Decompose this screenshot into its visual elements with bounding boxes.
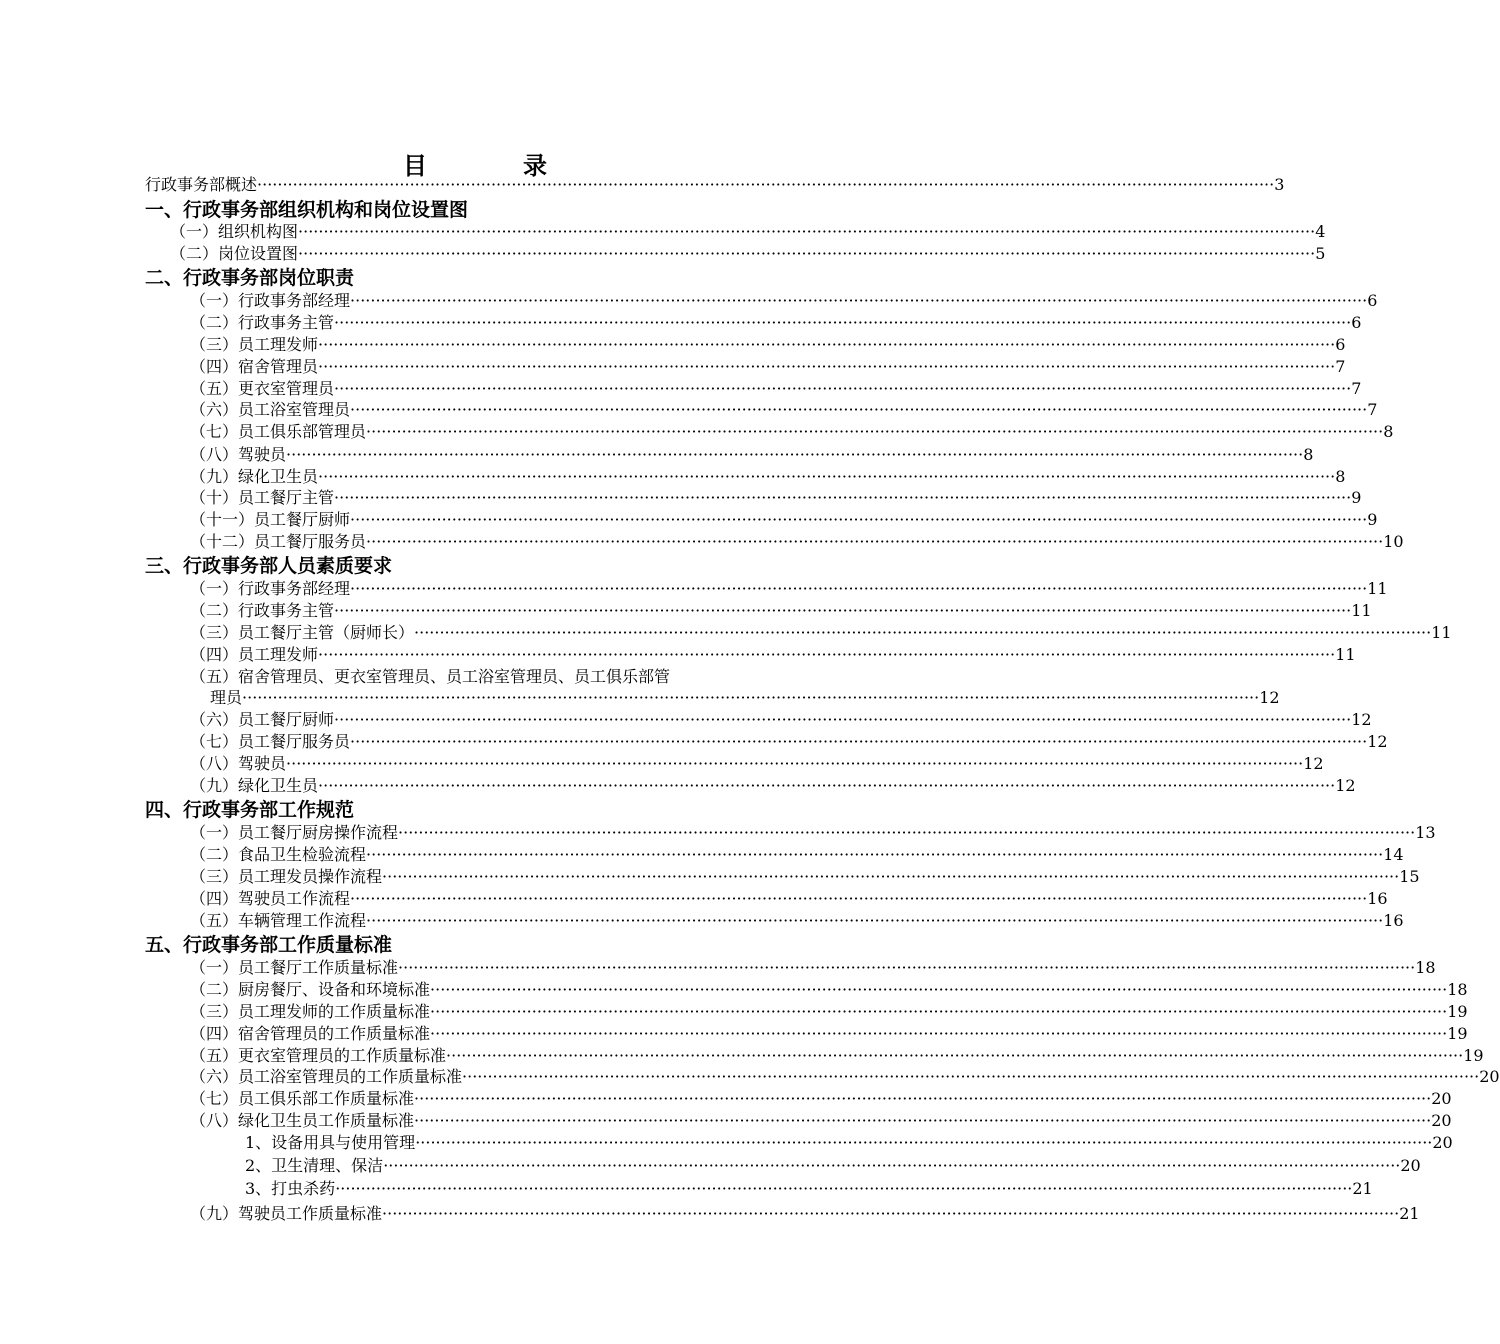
toc-page-number: 19 — [1463, 1046, 1484, 1065]
toc-entry-label: 3、打虫杀药 — [245, 1179, 336, 1198]
toc-entry-label: （六）员工餐厅厨师 — [190, 710, 335, 729]
page-title: 目 录 — [403, 151, 583, 180]
toc-entry-label: （一）组织机构图 — [170, 222, 299, 241]
toc-entry-label: （一）员工餐厅工作质量标准 — [190, 958, 399, 977]
toc-entry-label: （一）行政事务部经理 — [190, 291, 351, 310]
toc-entry[interactable] — [245, 1178, 1373, 1200]
toc-entry-label: 2、卫生清理、保洁 — [245, 1156, 384, 1175]
toc-entry-label: （二）行政事务主管 — [190, 601, 335, 620]
toc-entry[interactable] — [190, 775, 1356, 797]
toc-entry-label: （八）绿化卫生员工作质量标准 — [190, 1111, 415, 1130]
toc-page-number: 7 — [1367, 400, 1378, 419]
toc-dot-leader: ········································································································································································································ — [350, 400, 1368, 419]
toc-page-number: 18 — [1415, 958, 1436, 977]
toc-page-number: 19 — [1447, 1024, 1468, 1043]
toc-entry[interactable] — [190, 487, 1362, 509]
toc-dot-leader: ········································································································································································································ — [382, 1204, 1400, 1223]
toc-entry-label: （三）员工理发师 — [190, 335, 319, 354]
toc-dot-leader: ········································································································································································································ — [334, 313, 1352, 332]
toc-page-number: 11 — [1335, 645, 1356, 664]
toc-page-number: 18 — [1447, 980, 1468, 999]
toc-section-heading: 五、行政事务部工作质量标准 — [145, 934, 393, 956]
toc-entry-label: （七）员工餐厅服务员 — [190, 732, 351, 751]
toc-dot-leader: ········································································································································································································ — [366, 422, 1384, 441]
toc-page-number: 12 — [1335, 776, 1356, 795]
toc-page-number: 6 — [1351, 313, 1362, 332]
toc-page-number: 6 — [1335, 335, 1346, 354]
toc-entry-label: 1、设备用具与使用管理 — [245, 1133, 416, 1152]
toc-page-number: 14 — [1383, 845, 1404, 864]
toc-entry-label: （七）员工俱乐部工作质量标准 — [190, 1089, 415, 1108]
toc-entry[interactable] — [190, 731, 1388, 753]
toc-entry[interactable] — [170, 221, 1326, 243]
toc-page-number: 20 — [1432, 1133, 1453, 1152]
toc-entry-label: （一）行政事务部经理 — [190, 579, 351, 598]
toc-dot-leader: ········································································································································································································ — [334, 710, 1352, 729]
toc-entry[interactable] — [190, 1045, 1484, 1067]
toc-page-number: 16 — [1367, 889, 1388, 908]
toc-entry-label: （四）宿舍管理员 — [190, 357, 319, 376]
toc-dot-leader: ········································································································································································································ — [414, 1089, 1432, 1108]
toc-entry-label: （六）员工浴室管理员的工作质量标准 — [190, 1067, 463, 1086]
toc-entry[interactable] — [190, 578, 1388, 600]
toc-dot-leader: ········································································································································································································ — [318, 467, 1336, 486]
toc-entry[interactable] — [245, 1132, 1453, 1154]
toc-entry-label: （三）员工理发师的工作质量标准 — [190, 1002, 431, 1021]
toc-entry[interactable] — [190, 822, 1436, 844]
toc-entry[interactable] — [190, 312, 1362, 334]
toc-entry-label: （二）岗位设置图 — [170, 244, 299, 263]
toc-page-number: 12 — [1303, 754, 1324, 773]
toc-page-number: 11 — [1431, 623, 1452, 642]
toc-entry-label: （四）宿舍管理员的工作质量标准 — [190, 1024, 431, 1043]
toc-dot-leader: ········································································································································································································ — [350, 291, 1368, 310]
toc-entry[interactable] — [190, 910, 1404, 932]
toc-entry[interactable] — [190, 509, 1378, 531]
toc-entry[interactable] — [145, 174, 1285, 196]
toc-entry[interactable] — [190, 356, 1346, 378]
toc-entry-label: （六）员工浴室管理员 — [190, 400, 351, 419]
toc-entry[interactable] — [190, 888, 1388, 910]
toc-page-number: 12 — [1351, 710, 1372, 729]
toc-section-heading: 四、行政事务部工作规范 — [145, 799, 355, 821]
toc-entry-label: （一）员工餐厅厨房操作流程 — [190, 823, 399, 842]
toc-entry-label: （五）更衣室管理员 — [190, 379, 335, 398]
toc-entry[interactable] — [210, 687, 1280, 709]
toc-entry-label: 行政事务部概述 — [145, 175, 258, 194]
toc-dot-leader: ········································································································································································································ — [335, 1179, 1353, 1198]
toc-page-number: 21 — [1352, 1179, 1373, 1198]
toc-entry-label: （四）驾驶员工作流程 — [190, 889, 351, 908]
toc-dot-leader: ········································································································································································································ — [366, 845, 1384, 864]
toc-entry[interactable] — [190, 444, 1314, 466]
toc-entry[interactable] — [190, 709, 1372, 731]
toc-dot-leader: ········································································································································································································ — [398, 958, 1416, 977]
toc-dot-leader: ········································································································································································································ — [334, 601, 1352, 620]
toc-entry[interactable] — [190, 1001, 1468, 1023]
toc-entry[interactable] — [190, 334, 1346, 356]
toc-page-number: 21 — [1399, 1204, 1420, 1223]
toc-page-number: 7 — [1335, 357, 1346, 376]
toc-entry-label: （五）车辆管理工作流程 — [190, 911, 367, 930]
toc-dot-leader: ········································································································································································································ — [242, 688, 1260, 707]
toc-dot-leader: ········································································································································································································ — [350, 732, 1368, 751]
toc-entry[interactable] — [190, 1088, 1452, 1110]
toc-entry[interactable] — [190, 290, 1378, 312]
toc-page-number: 7 — [1351, 379, 1362, 398]
toc-entry[interactable] — [190, 1110, 1452, 1132]
toc-entry-label: （四）员工理发师 — [190, 645, 319, 664]
toc-entry-label: （三）员工理发员操作流程 — [190, 867, 383, 886]
toc-dot-leader: ········································································································································································································ — [430, 1024, 1448, 1043]
toc-dot-leader: ········································································································································································································ — [350, 579, 1368, 598]
toc-page-number: 12 — [1367, 732, 1388, 751]
toc-entry[interactable] — [190, 844, 1404, 866]
toc-page-number: 19 — [1447, 1002, 1468, 1021]
toc-dot-leader: ········································································································································································································ — [462, 1067, 1480, 1086]
toc-entry[interactable] — [190, 466, 1346, 488]
toc-entry-label: （七）员工俱乐部管理员 — [190, 422, 367, 441]
toc-dot-leader: ········································································································································································································ — [286, 754, 1304, 773]
toc-entry[interactable] — [190, 531, 1404, 553]
toc-dot-leader: ········································································································································································································ — [414, 623, 1432, 642]
toc-entry[interactable] — [190, 1066, 1500, 1088]
toc-page-number: 9 — [1367, 510, 1378, 529]
toc-page-number: 20 — [1479, 1067, 1500, 1086]
toc-entry-label: （八）驾驶员 — [190, 754, 287, 773]
toc-entry[interactable] — [190, 957, 1436, 979]
toc-section-heading: 三、行政事务部人员素质要求 — [145, 555, 393, 577]
toc-page-number: 8 — [1383, 422, 1394, 441]
toc-dot-leader: ········································································································································································································ — [366, 532, 1384, 551]
toc-entry[interactable] — [190, 979, 1468, 1001]
toc-page-number: 12 — [1259, 688, 1280, 707]
toc-dot-leader: ········································································································································································································ — [318, 357, 1336, 376]
toc-entry-label: （十）员工餐厅主管 — [190, 488, 335, 507]
toc-dot-leader: ········································································································································································································ — [286, 445, 1304, 464]
toc-page-number: 16 — [1383, 911, 1404, 930]
toc-entry-label: （三）员工餐厅主管（厨师长） — [190, 623, 415, 642]
toc-entry-label: （二）行政事务主管 — [190, 313, 335, 332]
toc-page-number: 8 — [1303, 445, 1314, 464]
toc-dot-leader: ········································································································································································································ — [318, 645, 1336, 664]
toc-dot-leader: ········································································································································································································ — [257, 175, 1275, 194]
toc-entry-label: （九）绿化卫生员 — [190, 467, 319, 486]
toc-dot-leader: ········································································································································································································ — [350, 889, 1368, 908]
toc-dot-leader: ········································································································································································································ — [430, 980, 1448, 999]
toc-page-number: 13 — [1415, 823, 1436, 842]
toc-dot-leader: ········································································································································································································ — [298, 222, 1316, 241]
toc-section-heading: 一、行政事务部组织机构和岗位设置图 — [145, 199, 469, 221]
toc-entry-label: （九）绿化卫生员 — [190, 776, 319, 795]
toc-entry-text: （五）宿舍管理员、更衣室管理员、员工浴室管理员、员工俱乐部管 — [190, 667, 671, 686]
toc-entry[interactable] — [190, 378, 1362, 400]
toc-entry-label: （二）厨房餐厅、设备和环境标准 — [190, 980, 431, 999]
toc-entry-label: 理员 — [210, 688, 243, 707]
toc-page-number: 11 — [1367, 579, 1388, 598]
toc-entry-label: （九）驾驶员工作质量标准 — [190, 1204, 383, 1223]
toc-dot-leader: ········································································································································································································ — [318, 776, 1336, 795]
toc-entry[interactable] — [245, 1155, 1421, 1177]
toc-page-number: 11 — [1351, 601, 1372, 620]
toc-dot-leader: ········································································································································································································ — [334, 379, 1352, 398]
toc-entry-label: （五）更衣室管理员的工作质量标准 — [190, 1046, 447, 1065]
toc-entry[interactable] — [170, 243, 1326, 265]
toc-entry-label: （十二）员工餐厅服务员 — [190, 532, 367, 551]
toc-dot-leader: ········································································································································································································ — [298, 244, 1316, 263]
toc-entry[interactable] — [190, 753, 1324, 775]
toc-dot-leader: ········································································································································································································ — [446, 1046, 1464, 1065]
toc-dot-leader: ········································································································································································································ — [334, 488, 1352, 507]
toc-page-number: 15 — [1399, 867, 1420, 886]
toc-dot-leader: ········································································································································································································ — [382, 867, 1400, 886]
toc-page-number: 6 — [1367, 291, 1378, 310]
toc-entry[interactable] — [190, 600, 1372, 622]
toc-dot-leader: ········································································································································································································ — [398, 823, 1416, 842]
toc-entry[interactable] — [190, 866, 1420, 888]
toc-section-heading: 二、行政事务部岗位职责 — [145, 267, 355, 289]
toc-page-number: 20 — [1400, 1156, 1421, 1175]
toc-entry[interactable] — [190, 1023, 1468, 1045]
toc-entry-label: （十一）员工餐厅厨师 — [190, 510, 351, 529]
toc-entry[interactable] — [190, 1203, 1420, 1225]
toc-dot-leader: ········································································································································································································ — [414, 1111, 1432, 1130]
toc-page-number: 20 — [1431, 1111, 1452, 1130]
toc-page-number: 3 — [1274, 175, 1285, 194]
toc-page-number: 4 — [1315, 222, 1326, 241]
toc-entry[interactable] — [190, 622, 1452, 644]
toc-entry[interactable] — [190, 399, 1378, 421]
toc-dot-leader: ········································································································································································································ — [383, 1156, 1401, 1175]
toc-page-number: 5 — [1315, 244, 1326, 263]
toc-entry-label: （二）食品卫生检验流程 — [190, 845, 367, 864]
toc-page-number: 20 — [1431, 1089, 1452, 1108]
toc-dot-leader: ········································································································································································································ — [318, 335, 1336, 354]
toc-dot-leader: ········································································································································································································ — [366, 911, 1384, 930]
toc-entry[interactable] — [190, 421, 1394, 443]
toc-dot-leader: ········································································································································································································ — [350, 510, 1368, 529]
toc-dot-leader: ········································································································································································································ — [430, 1002, 1448, 1021]
toc-page-number: 10 — [1383, 532, 1404, 551]
toc-entry[interactable] — [190, 644, 1356, 666]
toc-dot-leader: ········································································································································································································ — [415, 1133, 1433, 1152]
toc-page-number: 8 — [1335, 467, 1346, 486]
toc-page-number: 9 — [1351, 488, 1362, 507]
toc-entry-label: （八）驾驶员 — [190, 445, 287, 464]
